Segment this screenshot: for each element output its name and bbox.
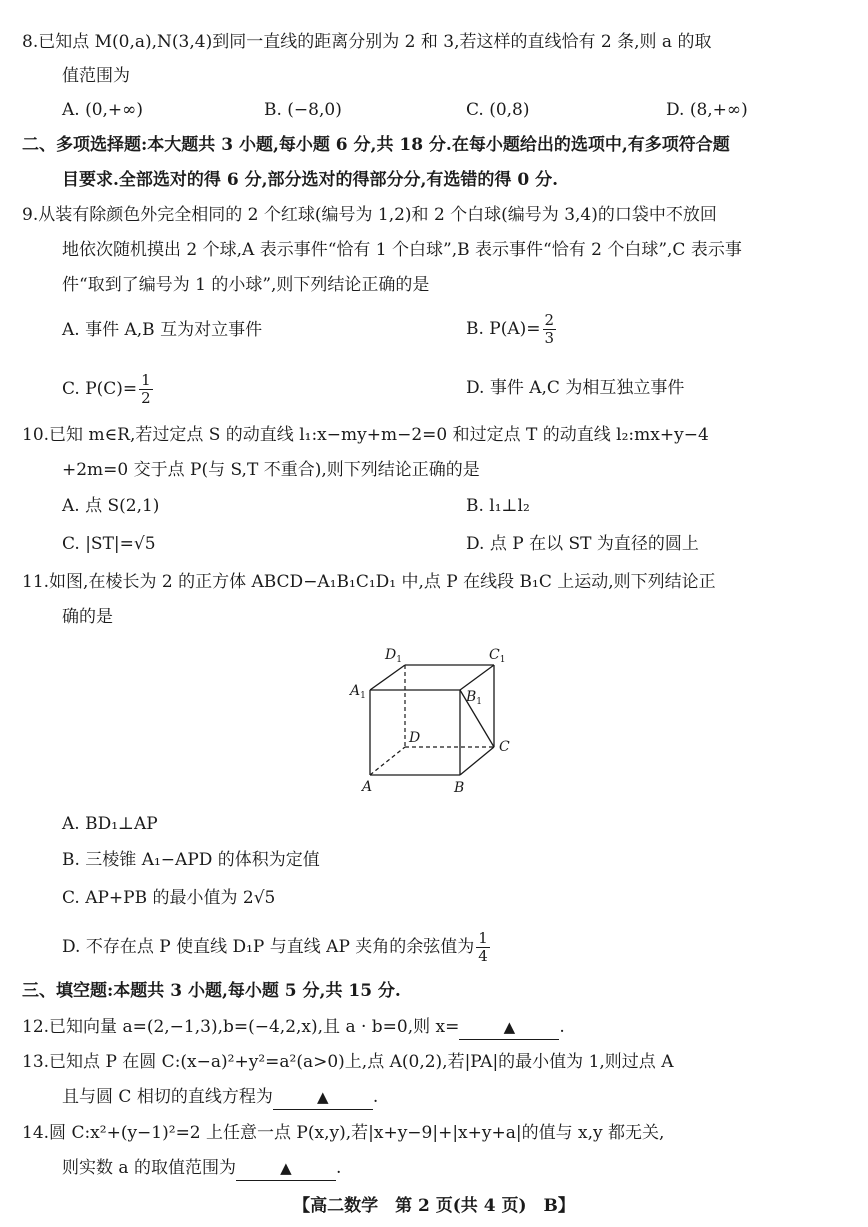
- edge-b1-c1: [460, 665, 494, 690]
- triangle-mark-icon: ▲: [503, 1018, 516, 1036]
- cube-hidden-edges: [370, 665, 494, 775]
- q13-end: .: [372, 1087, 379, 1107]
- q9-option-c-text: C. P(C)=: [62, 379, 138, 399]
- q10-option-d: D. 点 P 在以 ST 为直径的圆上: [466, 534, 699, 554]
- q8-option-d: D. (8,+∞): [666, 100, 748, 120]
- q11-option-d-text: D. 不存在点 P 使直线 D₁P 与直线 AP 夹角的余弦值为: [62, 937, 475, 957]
- q10-option-c: C. |ST|=√5: [62, 534, 156, 554]
- q10-option-a: A. 点 S(2,1): [62, 496, 160, 516]
- triangle-mark-icon: ▲: [317, 1088, 329, 1106]
- q9-option-b-text: B. P(A)=: [466, 319, 541, 339]
- q11-option-a: A. BD₁⊥AP: [62, 814, 158, 834]
- label-d1: $D_1$: [385, 647, 402, 665]
- q8-line2: 值范围为: [62, 66, 130, 86]
- q8-line1: 8.已知点 M(0,a),N(3,4)到同一直线的距离分别为 2 和 3,若这样的直线恰有 2 条,则 a 的取: [22, 32, 712, 52]
- fraction-numerator: 1: [478, 929, 488, 947]
- label-b: B: [454, 780, 465, 796]
- q13-text: 且与圆 C 相切的直线方程为: [62, 1087, 273, 1107]
- q13-line1: 13.已知点 P 在圆 C:(x−a)²+y²=a²(a>0)上,点 A(0,2),若|PA|的最小值为 1,则过点 A: [22, 1052, 674, 1072]
- section2-heading-line1: 二、多项选择题:本大题共 3 小题,每小题 6 分,共 18 分.在每小题给出的选项中,有多项符合题: [22, 135, 730, 155]
- q11-option-d: [62, 930, 492, 965]
- q8-option-c: C. (0,8): [466, 100, 530, 120]
- q11-option-d-fraction: [476, 930, 490, 965]
- q12-text: 12.已知向量 a=(2,−1,3),b=(−4,2,x),且 a · b=0,则 x=: [22, 1017, 460, 1037]
- label-a: A: [362, 779, 373, 795]
- label-c: C: [499, 739, 510, 755]
- q9-line3: 件“取到了编号为 1 的小球”,则下列结论正确的是: [62, 275, 430, 295]
- cube-edges: [370, 665, 494, 775]
- triangle-mark-icon: ▲: [280, 1159, 292, 1177]
- q11-option-b: B. 三棱锥 A₁−APD 的体积为定值: [62, 850, 320, 870]
- q8-option-b: B. (−8,0): [264, 100, 342, 120]
- fraction-denominator: 2: [141, 389, 151, 407]
- q9-option-d: D. 事件 A,C 为相互独立事件: [466, 378, 685, 398]
- q9-option-c-fraction: [139, 372, 153, 407]
- edge-b-c: [460, 747, 494, 775]
- q12-end: .: [559, 1017, 565, 1037]
- section2-heading-line2: 目要求.全部选对的得 6 分,部分选对的得部分分,有选错的得 0 分.: [62, 170, 559, 190]
- fraction-denominator: 4: [478, 947, 488, 965]
- label-b1: $B_1$: [466, 689, 483, 707]
- section3-heading: 三、填空题:本题共 3 小题,每小题 5 分,共 15 分.: [22, 981, 401, 1001]
- q14-answer-blank: [236, 1156, 336, 1181]
- q9-line2: 地依次随机摸出 2 个球,A 表示事件“恰有 1 个白球”,B 表示事件“恰有 2 个白球”,C 表示事: [62, 240, 742, 260]
- label-c1: $C_1$: [489, 647, 506, 665]
- q12: [22, 1015, 565, 1040]
- q13-answer-blank: [273, 1085, 373, 1110]
- edge-a1-d1: [370, 665, 405, 690]
- q9-option-c: [62, 372, 155, 407]
- q14-line2: [62, 1156, 341, 1181]
- fraction-denominator: 3: [544, 329, 555, 347]
- q14-text: 则实数 a 的取值范围为: [62, 1158, 236, 1178]
- q10-option-b: B. l₁⊥l₂: [466, 496, 530, 516]
- q10-line1: 10.已知 m∈R,若过定点 S 的动直线 l₁:x−my+m−2=0 和过定点 T 的动直线 l₂:mx+y−4: [22, 425, 709, 445]
- q13-line2: [62, 1085, 378, 1110]
- q14-end: .: [335, 1158, 342, 1178]
- q11-line1: 11.如图,在棱长为 2 的正方体 ABCD−A₁B₁C₁D₁ 中,点 P 在线段 B₁C 上运动,则下列结论正: [22, 572, 716, 592]
- q9-line1: 9.从装有除颜色外完全相同的 2 个红球(编号为 1,2)和 2 个白球(编号为 3,4)的口袋中不放回: [22, 205, 717, 225]
- q8-option-a: A. (0,+∞): [62, 100, 143, 120]
- q10-line2: +2m=0 交于点 P(与 S,T 不重合),则下列结论正确的是: [62, 460, 480, 480]
- q11-line2: 确的是: [62, 607, 113, 627]
- label-d: D: [409, 730, 421, 746]
- q9-option-b-fraction: [543, 312, 557, 347]
- q9-option-b: [466, 312, 558, 347]
- label-a1: $A_1$: [350, 683, 366, 701]
- q14-line1: 14.圆 C:x²+(y−1)²=2 上任意一点 P(x,y),若|x+y−9|+|x+y+a|的值与 x,y 都无关,: [22, 1123, 665, 1143]
- edge-a-d: [370, 747, 405, 775]
- q9-option-a: A. 事件 A,B 互为对立事件: [62, 320, 263, 340]
- cube-figure: [345, 643, 520, 798]
- fraction-numerator: 2: [544, 311, 555, 329]
- q11-option-c: C. AP+PB 的最小值为 2√5: [62, 888, 276, 908]
- q12-answer-blank: [459, 1015, 559, 1040]
- fraction-numerator: 1: [141, 371, 151, 389]
- page-footer: 【高二数学 第 2 页(共 4 页) B】: [293, 1196, 575, 1216]
